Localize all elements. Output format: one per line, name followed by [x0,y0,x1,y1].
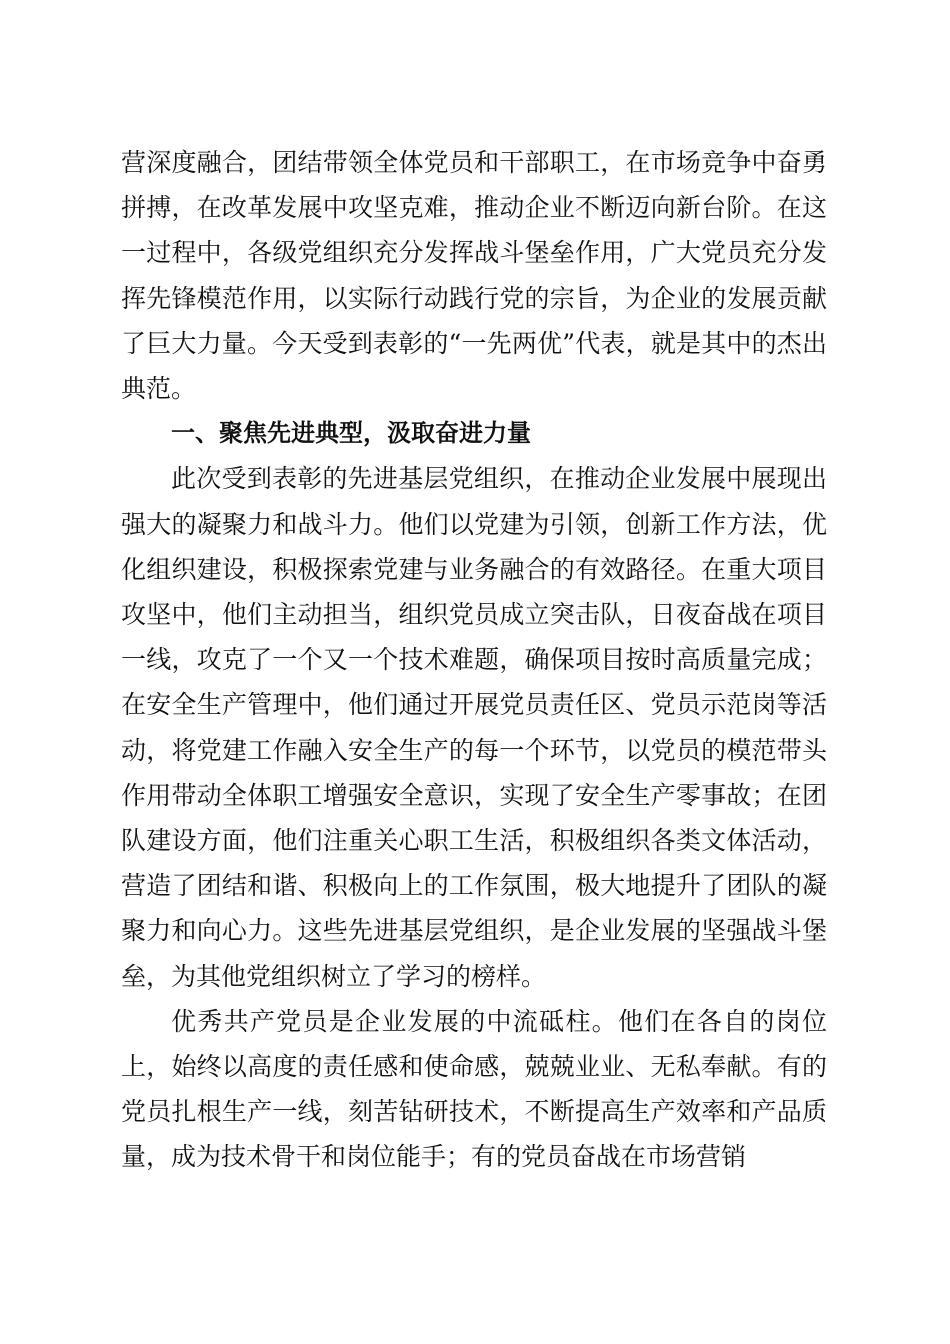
section-heading: 一、聚焦先进典型，汲取奋进力量 [171,419,531,448]
paragraph-outstanding-members: 优秀共产党员是企业发展的中流砥柱。他们在各自的岗位上，始终以高度的责任感和使命感，兢兢业业、无私奉献。有的党员扎根生产一线，刻苦钻研技术，不断提高生产效率和产品质量，成为技术骨干和岗位能手；有的党员奋战在市场营销 [121,1006,827,1172]
paragraph-advanced-organizations: 此次受到表彰的先进基层党组织，在推动企业发展中展现出强大的凝聚力和战斗力。他们以党建为引领，创新工作方法，优化组织建设，积极探索党建与业务融合的有效路径。在重大项目攻坚中，他们主动担当，组织党员成立突击队，日夜奋战在项目一线，攻克了一个又一个技术难题，确保项目按时高质量完成；在安全生产管理中，他们通过开展党员责任区、党员示范岗等活动，将党建工作融入安全生产的每一个环节，以党员的模范带头作用带动全体职工增强安全意识，实现了安全生产零事故；在团队建设方面，他们注重关心职工生活，积极组织各类文体活动，营造了团结和谐、积极向上的工作氛围，极大地提升了团队的凝聚力和向心力。这些先进基层党组织，是企业发展的坚强战斗堡垒，为其他党组织树立了学习的榜样。 [121,464,827,991]
document-body [121,140,827,1180]
paragraph-continuation: 营深度融合，团结带领全体党员和干部职工，在市场竞争中奋勇拼搏，在改革发展中攻坚克难，推动企业不断迈向新台阶。在这一过程中，各级党组织充分发挥战斗堡垒作用，广大党员充分发挥先锋模范作用，以实际行动践行党的宗旨，为企业的发展贡献了巨大力量。今天受到表彰的“一先两优”代表，就是其中的杰出典范。 [121,148,827,404]
